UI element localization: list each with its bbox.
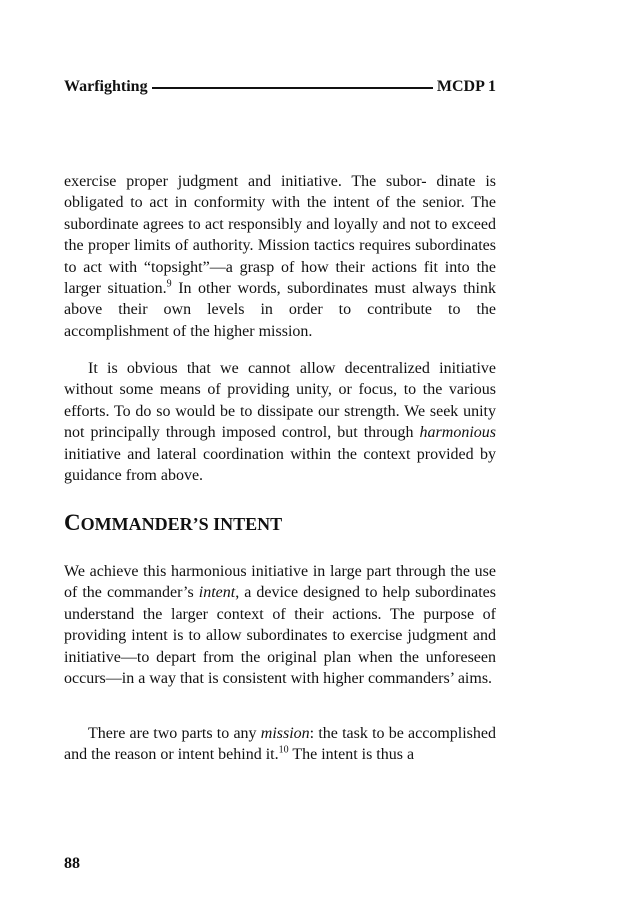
paragraph-4-text-c: The intent is thus a — [288, 746, 415, 764]
page-number: 88 — [64, 855, 80, 872]
paragraph-4-text-a: There are two parts to any — [88, 725, 261, 742]
footnote-ref-9: 9 — [166, 278, 172, 290]
paragraph-4-emphasis: mission — [260, 725, 310, 742]
paragraph-3-emphasis: intent — [198, 584, 236, 602]
paragraph-3-text-a: We achieve this harmonious initiative in large part through the use of the commander’s — [64, 563, 496, 602]
paragraph-4-text-b: : the task to be accomplished and the reason or intent behind it. — [64, 725, 497, 764]
paragraph-4 — [64, 723, 496, 766]
section-heading — [64, 510, 282, 536]
paragraph-1 — [64, 171, 496, 342]
header-series-title: MCDP 1 — [436, 78, 496, 95]
header-book-title: Warfighting — [64, 78, 148, 95]
paragraph-1-text-a: exercise proper judgment and initiative. The subor- dinate is obligated to act in conformity with the intent of the senior. The subordinate agrees to act responsibly and loyally and not to exceed the proper limits of authority. Mission tactics requires subordinates to act with “topsight”—a grasp of how their actions fit into the larger situation. — [64, 173, 496, 298]
footnote-ref-10: 10 — [278, 745, 289, 757]
paragraph-2-emphasis: harmonious — [419, 424, 496, 442]
paragraph-2-text-b: initiative and lateral coordination within the context provided by guidance from above. — [64, 445, 496, 485]
paragraph-3-text-b: , a device designed to help subordinates understand the larger context of their actions. The purpose of providing intent is to allow subordinates to exercise judgment and initiative—to depart from the original plan when the unforeseen occurs—in a way that is consistent with higher commanders’ aims. — [64, 584, 496, 688]
header-rule — [152, 87, 433, 89]
running-header — [64, 76, 496, 98]
paragraph-1-text-b: In other words, subordinates must always think above their own levels in order to contribute to the accomplishment of the higher mission. — [64, 280, 496, 340]
paragraph-2-text-a: It is obvious that we cannot allow decentralized initiative without some means of providing unity, or focus, to the various efforts. To do so would be to dissipate our strength. We seek unity not principally through imposed control, but through — [64, 360, 496, 442]
paragraph-2 — [64, 358, 496, 486]
paragraph-3 — [64, 561, 496, 689]
section-heading-initial: C — [64, 510, 81, 535]
section-heading-rest: OMMANDER’S INTENT — [80, 514, 283, 534]
